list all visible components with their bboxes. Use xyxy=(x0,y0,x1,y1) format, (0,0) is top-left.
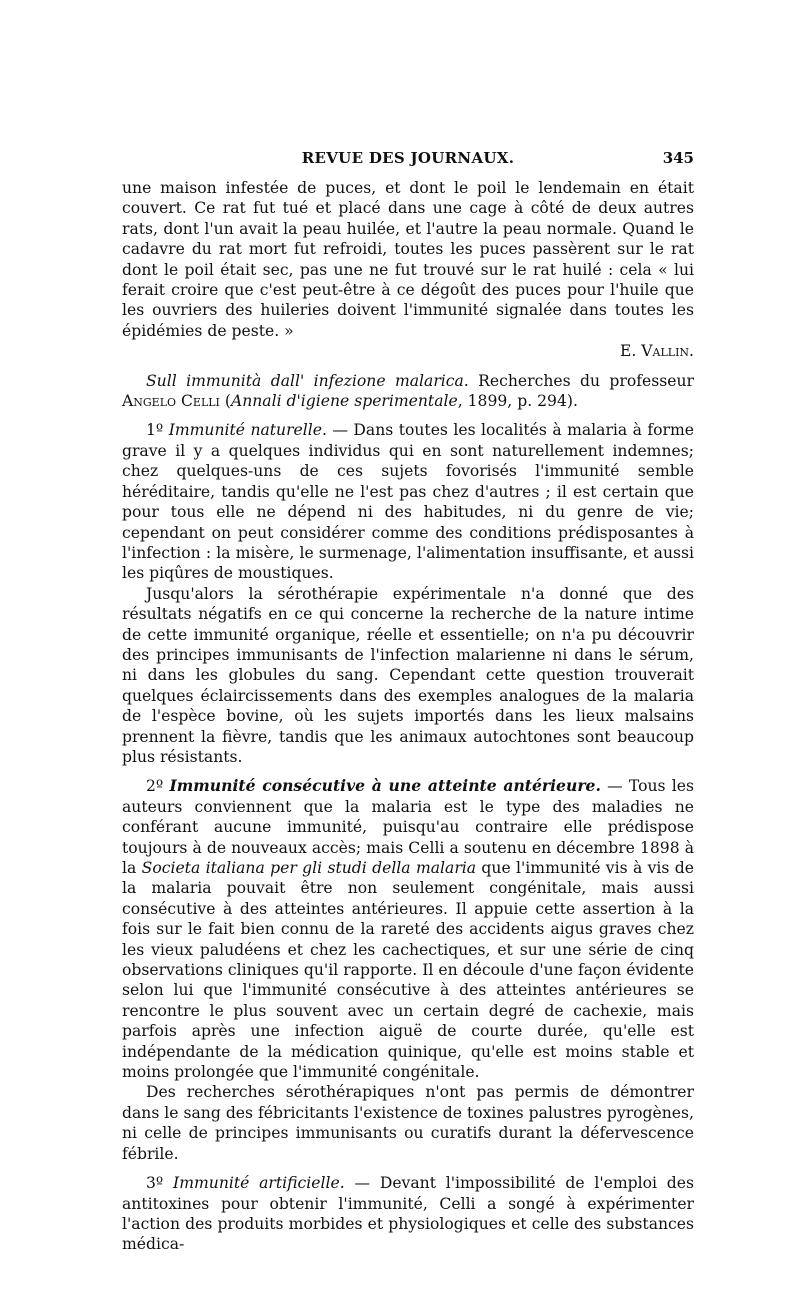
author-signature: E. Vallin. xyxy=(619,342,694,361)
section-3-heading: Immunité artificielle. xyxy=(173,1174,345,1193)
article-reference: , 1899, p. 294). xyxy=(457,392,578,411)
section-2-heading: Immunité consécutive à une atteinte antérieure. xyxy=(169,776,601,796)
article-intro: Recherches du professeur xyxy=(468,371,694,390)
section-artificial-immunity xyxy=(122,1173,694,1255)
article-author: Angelo Celli xyxy=(122,392,220,411)
society-name: Societa italiana per gli studi della malaria xyxy=(141,859,477,877)
section-1-heading: Immunité naturelle. xyxy=(168,421,327,440)
section-natural-immunity xyxy=(122,420,694,583)
section-1-number: 1º xyxy=(146,421,169,440)
section-2-number: 2º xyxy=(146,777,170,796)
paragraph-serotherapy-research: Des recherches sérothérapiques n'ont pas permis de démontrer dans le sang des fébricitants l'existence de toxines palustres pyrogènes, ni celle de principes immunisants ou curatifs durant la défervescence fébrile. xyxy=(122,1083,694,1163)
article-journal: Annali d'igiene sperimentale xyxy=(230,392,458,411)
document-page xyxy=(122,148,694,1255)
section-1-text: — Dans toutes les localités à malaria à forme grave il y a quelques individus qui en sont naturellement indemnes; chez quelques-uns de ces sujets fovorisés l'immunité semble héréditaire, tandis qu'elle ne l'est pas chez d'autres ; il est certain que pour tous elle ne dépend ni des habitudes, ni du genre de vie; cependant on peut considérer comme des conditions prédisposantes à l'infection : la misère, le surmenage, l'alimentation insuffisante, et aussi les piqûres de moustiques. xyxy=(122,421,695,583)
page-number: 345 xyxy=(662,149,694,167)
paragraph-plague-rats: une maison infestée de puces, et dont le poil le lendemain en était couvert. Ce rat fut tué et placé dans une cage à côté de deux autres rats, dont l'un avait la peau huilée, et l'autre la peau normale. Quand le cadavre du rat mort fut refroidi, toutes les puces passèrent sur le rat dont le poil était sec, pas une ne fut trouvé sur le rat huilé : cela « lui ferait croire que c'est peut-être à ce dégoût des puces pour l'huile que les ouvriers des huileries doivent l'immunité signalée dans toutes les épidémies de peste. » xyxy=(122,179,694,340)
running-header xyxy=(122,148,694,168)
section-3-number: 3º xyxy=(146,1174,174,1193)
section-2-text-a: — Tous les auteurs conviennent que la malaria est le type des maladies ne conférant aucune immunité, puisqu'au contraire elle prédispose toujours à de nouveaux accès; mais Celli a soutenu en décembre 1898 à la xyxy=(122,777,694,877)
section-2-text-b: que l'immunité vis à vis de la malaria pouvait être non seulement congénitale, mais aussi consécutive à des atteintes antérieures. Il appuie cette assertion à la fois sur le fait bien connu de la rareté des accidents aigus graves chez les vieux paludéens et chez les cachectiques, et sur une série de cinq observations cliniques qu'il rapporte. Il en découle d'une façon évidente selon lui que l'immunité consécutive à des atteintes antérieures se rencontre le plus souvent avec un certain degré de cachexie, mais parfois après une infection aiguë de courte durée, qu'elle est indépendante de la médication quinique, qu'elle est moins stable et moins prolongée que l'immunité congénitale. xyxy=(122,859,694,1082)
section-acquired-immunity xyxy=(122,776,694,1082)
journal-section-title: REVUE DES JOURNAUX. xyxy=(301,149,515,167)
section-3-text: — Devant l'impossibilité de l'emploi des antitoxines pour obtenir l'immunité, Celli a songé à expérimenter l'action des produits morbides et physiologiques et celle des substances médica- xyxy=(122,1174,695,1254)
paragraph-serotherapy: Jusqu'alors la sérothérapie expérimentale n'a donné que des résultats négatifs en ce qui concerne la recherche de la nature intime de cette immunité organique, réelle et essentielle; on n'a pu découvrir des principes immunisants de l'infection malarienne ni dans le sérum, ni dans les globules du sang. Cependant cette question trouverait quelques éclaircissements dans des exemples analogues de la malaria de l'espèce bovine, où les sujets importés dans les lieux malsains prennent la fièvre, tandis que les animaux autochtones sont beaucoup plus résistants. xyxy=(122,584,694,766)
article-citation: Sull immunità dall' infezione malarica. Recherches du professeur Angelo Celli (Annali d'igiene sperimentale, 1899, p. 294). xyxy=(122,371,694,411)
article-title: Sull immunità dall' infezione malarica. xyxy=(146,371,469,390)
